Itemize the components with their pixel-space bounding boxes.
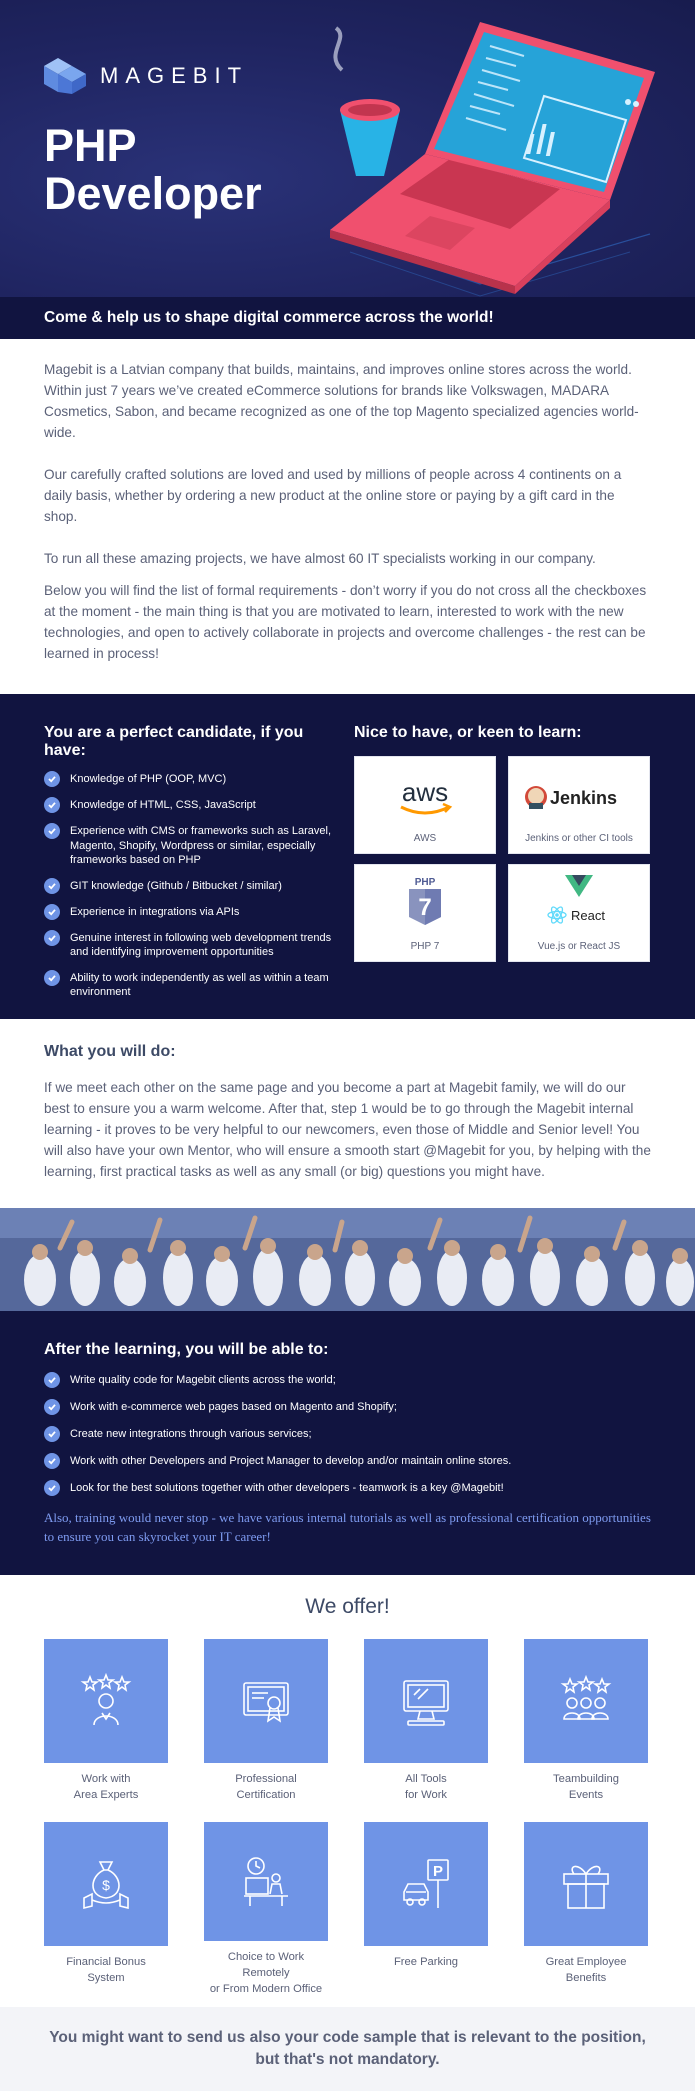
- svg-text:$: $: [102, 1877, 110, 1893]
- tool-label: PHP 7: [410, 941, 440, 952]
- benefit-card: [364, 1822, 488, 1997]
- brand-name: MAGEBIT: [100, 63, 249, 88]
- hero-banner: [0, 0, 695, 297]
- computer-icon: [398, 1673, 454, 1729]
- requirements-section: [0, 694, 695, 1019]
- intro-paragraph: Below you will find the list of formal requirements - don’t worry if you do not cross all the checkboxes at the moment - the main thing is that you are motivated to learn, interested to work with the new technologies, and open to actively collaborate in projects and overcome challenges - the rest can be learned in process!: [44, 583, 647, 661]
- benefit-label: Work with Area Experts: [73, 1773, 139, 1801]
- list-item: Knowledge of HTML, CSS, JavaScript: [44, 798, 334, 813]
- team-photo: [0, 1208, 695, 1311]
- list-item: Write quality code for Magebit clients across the world;: [44, 1373, 651, 1388]
- nice-to-have-column: [354, 724, 651, 962]
- benefit-label: Teambuilding Events: [553, 1773, 619, 1801]
- intro-paragraph: Magebit is a Latvian company that builds, maintains, and improves online stores across the world. Within just 7 years we’ve created eCommerce solutions for brands like Volkswagen, MADARA Cosmetics, Sabon, and became recognized as one of the top Magento specialized agencies world-wide.: [44, 362, 639, 440]
- list-item: Experience with CMS or frameworks such as Laravel, Magento, Shopify, Wordpress or similar, especially frameworks based on PHP: [44, 824, 334, 868]
- list-item: Work with e-commerce web pages based on Magento and Shopify;: [44, 1400, 651, 1415]
- check-icon: [44, 970, 60, 986]
- check-icon: [44, 1453, 60, 1469]
- gift-icon: [558, 1856, 614, 1912]
- money-bag-icon: [78, 1856, 134, 1912]
- benefit-label: Choice to Work Remotely or From Modern Office: [209, 1951, 323, 1995]
- php-version-text: 7: [418, 894, 432, 921]
- benefit-card: [364, 1639, 488, 1814]
- nice-to-have-heading: Nice to have, or keen to learn:: [354, 724, 582, 741]
- brand-logo[interactable]: [44, 58, 248, 94]
- benefits-grid: [44, 1639, 651, 1997]
- list-item: Experience in integrations via APIs: [44, 905, 334, 920]
- aws-logo-text: aws: [401, 777, 449, 807]
- php7-logo-icon: [355, 875, 495, 927]
- skills-list: [44, 1373, 651, 1496]
- benefit-card: [44, 1639, 168, 1814]
- benefit-card: [204, 1822, 328, 1997]
- benefit-card: [524, 1639, 648, 1814]
- intro-paragraph: To run all these amazing projects, we have almost 60 IT specialists working in our company.: [44, 551, 596, 566]
- check-icon: [44, 1399, 60, 1415]
- benefits-heading: We offer!: [305, 1595, 390, 1618]
- check-icon: [44, 930, 60, 946]
- tool-card-vue-react: [508, 864, 650, 962]
- tool-label: Jenkins or other CI tools: [525, 833, 633, 844]
- benefit-label: Free Parking: [393, 1956, 459, 1968]
- check-icon: [44, 1426, 60, 1442]
- svg-text:P: P: [432, 1863, 444, 1880]
- certificate-icon: [238, 1673, 294, 1729]
- what-heading: What you will do:: [44, 1043, 176, 1060]
- team-icon: [558, 1673, 614, 1729]
- footer-note: [0, 2007, 695, 2091]
- tool-card-aws: [354, 756, 496, 854]
- what-text: If we meet each other on the same page and you become a part at Magebit family, we will do our best to ensure you a warm welcome. After that, step 1 would be to go through the Magebit internal learning - it proves to be very helpful to our newcomers, even those of Middle and Senior level! You will also have your own Mentor, who will ensure a smooth start @Magebit for you, by helping with the learning, first practical tasks as well as any small (or big) questions you might have.: [44, 1080, 651, 1179]
- tool-label: AWS: [413, 833, 437, 844]
- jenkins-logo-icon: [509, 771, 649, 823]
- training-note: Also, training would never stop - we have various internal tutorials as well as professional certification opportunities to ensure you can skyrocket your IT career!: [44, 1510, 651, 1544]
- check-icon: [44, 904, 60, 920]
- tool-label: Vue.js or React JS: [537, 941, 621, 952]
- benefit-label: Great Employee Benefits: [545, 1956, 627, 1984]
- list-item: Look for the best solutions together with other developers - teamwork is a key @Magebit!: [44, 1481, 651, 1496]
- laptop-illustration-icon: [310, 14, 670, 297]
- requirements-list: [44, 772, 334, 1000]
- tool-card-jenkins: [508, 756, 650, 854]
- php-logo-text: PHP: [414, 877, 436, 888]
- list-item: Genuine interest in following web development trends and identifying improvement opportunities: [44, 931, 334, 960]
- check-icon: [44, 878, 60, 894]
- vue-react-logo-icon: [509, 875, 649, 927]
- after-learning-section: [0, 1311, 695, 1575]
- react-logo-text: React: [571, 908, 605, 923]
- magebit-cube-icon: [44, 58, 86, 94]
- benefit-card: [204, 1639, 328, 1814]
- list-item: Knowledge of PHP (OOP, MVC): [44, 772, 334, 787]
- footer-line-1: You might want to send us also your code sample that is relevant to the position,: [49, 2029, 646, 2046]
- benefit-card: [524, 1822, 648, 1997]
- check-icon: [44, 1372, 60, 1388]
- requirements-heading: You are a perfect candidate, if you have:: [44, 724, 304, 759]
- team-photo-image: [0, 1208, 695, 1311]
- title-line-1: PHP: [44, 120, 137, 171]
- footer-line-2: but that's not mandatory.: [255, 2051, 440, 2068]
- jenkins-logo-text: Jenkins: [550, 788, 618, 808]
- aws-logo-icon: [355, 771, 495, 823]
- tools-grid: [354, 756, 651, 962]
- benefits-section: [0, 1575, 695, 2007]
- intro-section: [0, 339, 695, 694]
- title-line-2: Developer: [44, 168, 262, 219]
- page-title: [44, 122, 262, 218]
- after-heading: After the learning, you will be able to:: [44, 1341, 329, 1358]
- tagline: Come & help us to shape digital commerce across the world!: [0, 297, 695, 339]
- intro-paragraph: Our carefully crafted solutions are loved and used by millions of people across 4 continents on a daily basis, whether by ordering a new product at the online store or paying by a gift card in the shop.: [44, 467, 622, 524]
- check-icon: [44, 1480, 60, 1496]
- parking-icon: [398, 1856, 454, 1912]
- check-icon: [44, 823, 60, 839]
- tool-card-php7: [354, 864, 496, 962]
- check-icon: [44, 771, 60, 787]
- what-you-will-do-section: [0, 1019, 695, 1208]
- requirements-column: [44, 724, 334, 1011]
- expert-icon: [78, 1673, 134, 1729]
- benefit-card: [44, 1822, 168, 1997]
- list-item: Create new integrations through various services;: [44, 1427, 651, 1442]
- list-item: Ability to work independently as well as within a team environment: [44, 971, 334, 1000]
- benefit-label: Professional Certification: [235, 1773, 297, 1801]
- check-icon: [44, 797, 60, 813]
- list-item: Work with other Developers and Project Manager to develop and/or maintain online stores.: [44, 1454, 651, 1469]
- benefit-label: Financial Bonus System: [66, 1956, 146, 1984]
- benefit-label: All Tools for Work: [404, 1773, 448, 1801]
- remote-work-icon: [238, 1854, 294, 1910]
- list-item: GIT knowledge (Github / Bitbucket / similar): [44, 879, 334, 894]
